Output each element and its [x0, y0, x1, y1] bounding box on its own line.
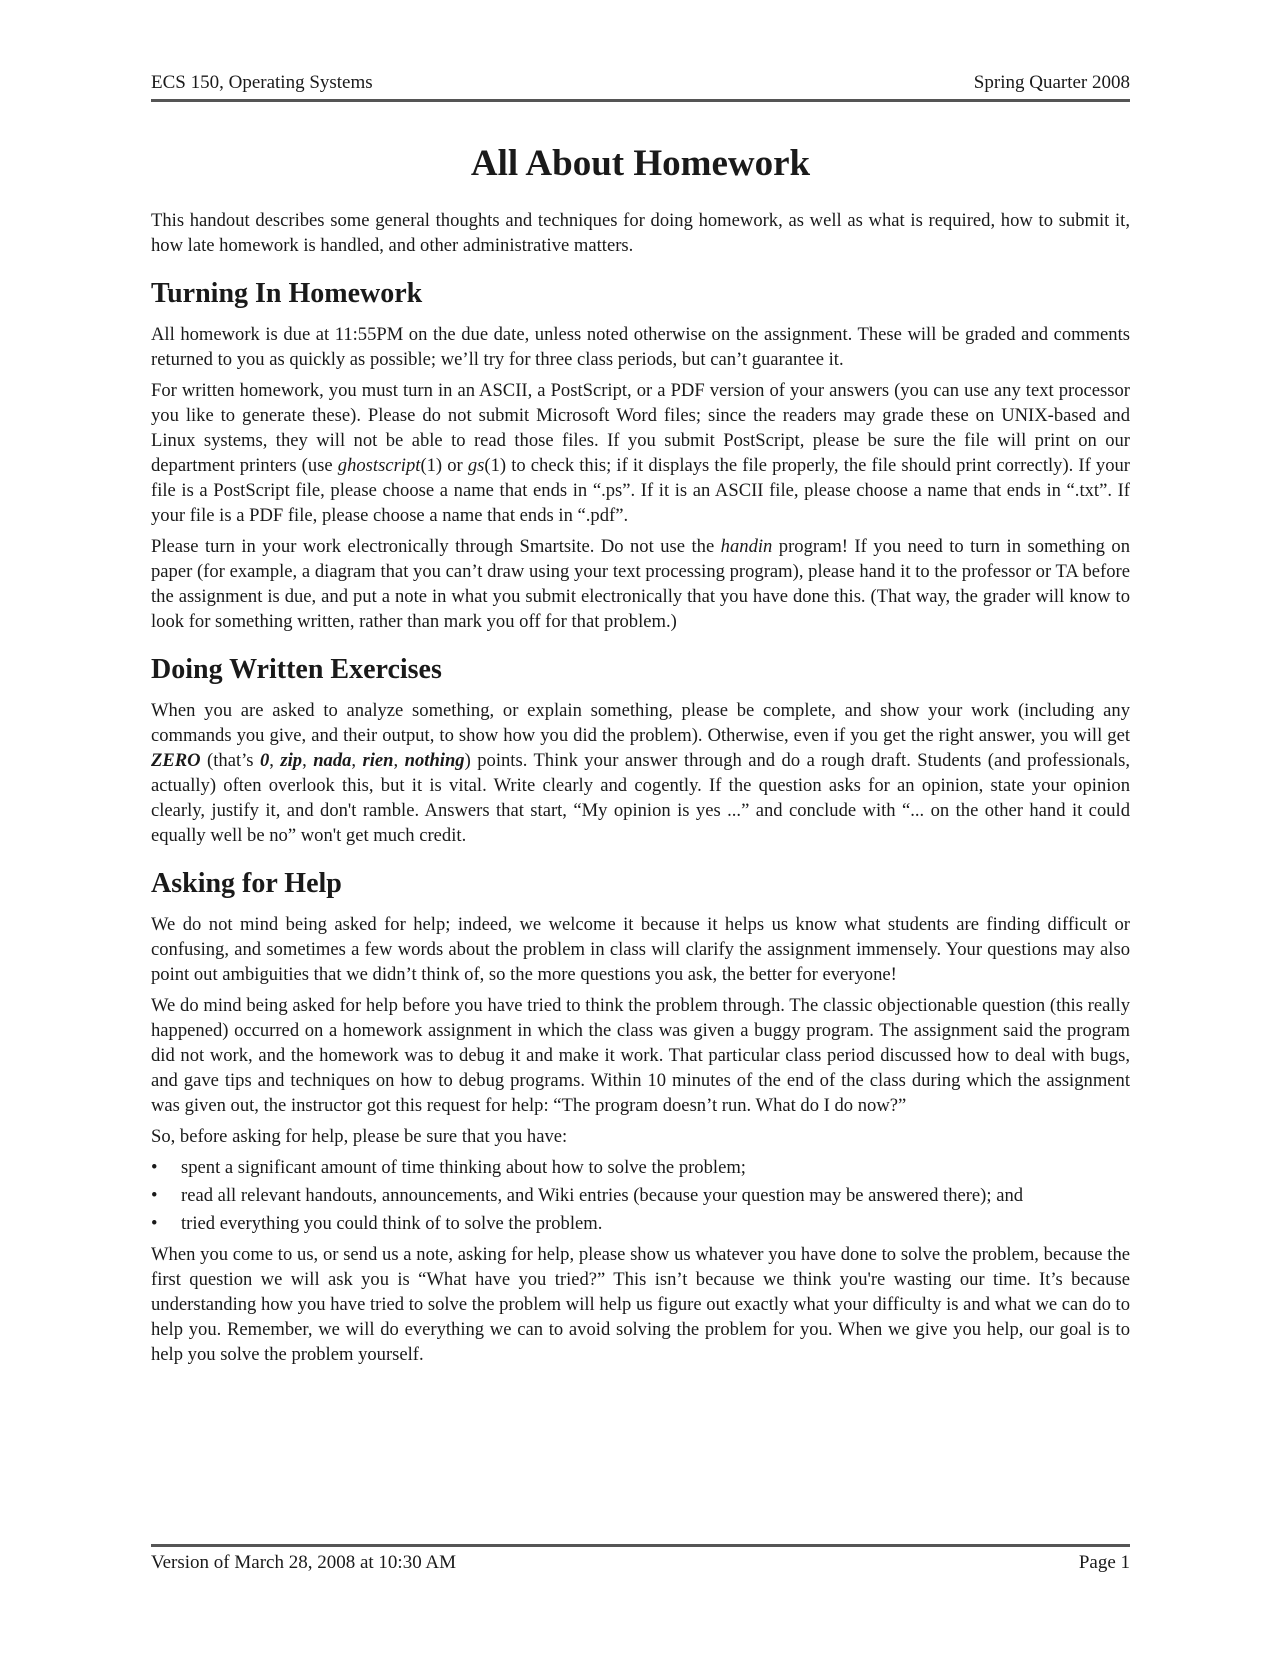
program-handin: handin	[720, 536, 773, 557]
page-footer	[151, 1552, 1130, 1574]
turning-in-paragraph-1: All homework is due at 11:55PM on the due date, unless noted otherwise on the assignment. These will be graded and comments returned to you as quickly as possible; we’ll try for three class periods, but can’t guarantee it.	[151, 324, 1130, 370]
bullet-icon: •	[151, 1185, 158, 1206]
bullet-icon: •	[151, 1213, 158, 1234]
help-paragraph-2: We do mind being asked for help before you have tried to think the problem through. The classic objectionable question (this really happened) occurred on a homework assignment in which the class was given a buggy program. The assignment said the program did not work, and the homework was to debug it and make it work. That particular class period discussed how to deal with bugs, and gave tips and techniques on how to debug programs. Within 10 minutes of the end of the class during which the assignment was given out, the instructor got this request for help: “The program doesn’t run. What do I do now?”	[151, 995, 1130, 1116]
command-gs: gs	[467, 455, 485, 476]
header-course: ECS 150, Operating Systems	[151, 72, 373, 93]
list-item: • spent a significant amount of time thinking about how to solve the problem;	[151, 1157, 746, 1178]
help-paragraph-3: So, before asking for help, please be sure that you have:	[151, 1126, 568, 1147]
section-heading-written: Doing Written Exercises	[151, 654, 442, 685]
page-title: All About Homework	[470, 143, 811, 184]
command-ghostscript: ghostscript	[337, 455, 421, 476]
list-item: • tried everything you could think of to solve the problem.	[151, 1213, 603, 1234]
help-paragraph-4: When you come to us, or send us a note, asking for help, please show us whatever you have done to solve the problem, because the first question we will ask you is “What have you tried?” This isn’t because we think you're wasting our time. It’s because understanding how you have tried to solve the problem will help us figure out exactly what your difficulty is and what we can do to help you. Remember, we will do everything we can to avoid solving the problem for you. When we give you help, our goal is to help you solve the problem yourself.	[151, 1244, 1130, 1365]
header-rule	[151, 99, 1130, 102]
intro-paragraph: This handout describes some general thoughts and techniques for doing homework, as well as what is required, how to submit it, how late homework is handled, and other administrative matters.	[151, 210, 1130, 256]
help-checklist	[151, 1155, 1130, 1236]
page-header	[151, 72, 1130, 94]
footer-version: Version of March 28, 2008 at 10:30 AM	[151, 1552, 457, 1573]
emphasis-zero: ZERO	[151, 750, 201, 771]
section-heading-turning-in: Turning In Homework	[151, 278, 423, 309]
page-number: Page 1	[1078, 1552, 1130, 1573]
help-paragraph-1: We do not mind being asked for help; indeed, we welcome it because it helps us know what students are finding difficult or confusing, and sometimes a few words about the problem in class will clarify the assignment immensely. Your questions may also point out ambiguities that we didn’t think of, so the more questions you ask, the better for everyone!	[151, 914, 1130, 985]
list-item: • read all relevant handouts, announcements, and Wiki entries (because your question may be answered there); and	[151, 1185, 1024, 1206]
header-term: Spring Quarter 2008	[973, 72, 1130, 93]
document-body	[151, 142, 1130, 1373]
turning-in-paragraph-3: Please turn in your work electronically through Smartsite. Do not use the handin program! If you need to turn in something on paper (for example, a diagram that you can’t draw using your text processing program), please hand it to the professor or TA before the assignment is due, and put a note in what you submit electronically that you have done this. (That way, the grader will know to look for something written, rather than mark you off for that problem.)	[151, 536, 1130, 632]
written-paragraph-1: When you are asked to analyze something, or explain something, please be complete, and show your work (including any commands you give, and their output, to show how you did the problem). Otherwise, even if you get the right answer, you will get ZERO (that’s 0, zip, nada, rien, nothing) points. Think your answer through and do a rough draft. Students (and professionals, actually) often overlook this, but it is vital. Write clearly and cogently. If the question asks for an opinion, state your opinion clearly, justify it, and don't ramble. Answers that start, “My opinion is yes ...” and conclude with “... on the other hand it could equally well be no” won't get much credit.	[151, 700, 1131, 846]
section-heading-help: Asking for Help	[151, 868, 342, 899]
bullet-icon: •	[151, 1157, 158, 1178]
footer-rule	[151, 1544, 1130, 1547]
turning-in-paragraph-2: For written homework, you must turn in an ASCII, a PostScript, or a PDF version of your answers (you can use any text processor you like to generate these). Please do not submit Microsoft Word files; since the readers may grade these on UNIX-based and Linux systems, they will not be able to read those files. If you submit PostScript, please be sure the file will print on our department printers (use ghostscript(1) or gs(1) to check this; if it displays the file properly, the file should print correctly). If your file is a PostScript file, please choose a name that ends in “.ps”. If it is an ASCII file, please choose a name that ends in “.txt”. If your file is a PDF file, please choose a name that ends in “.pdf”.	[151, 380, 1130, 526]
